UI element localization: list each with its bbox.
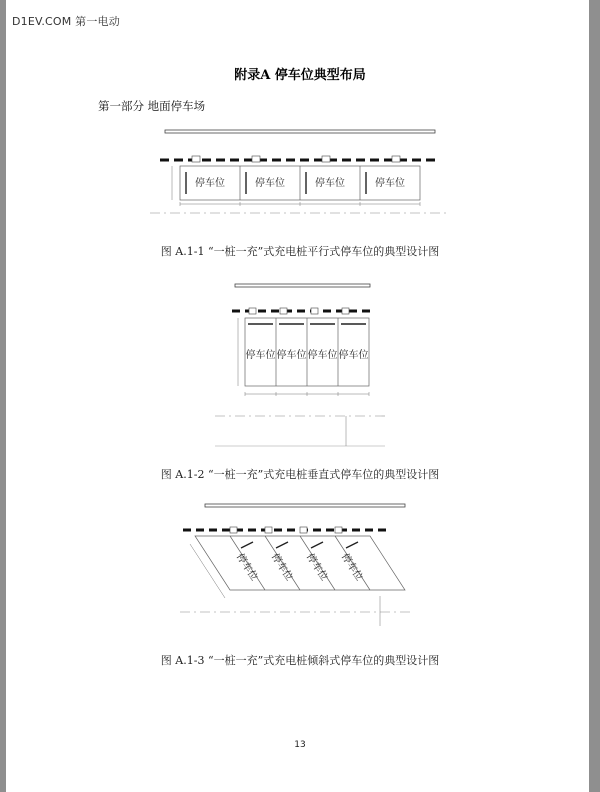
wall-line [165, 130, 435, 133]
figure-angled-parking [175, 492, 415, 642]
charger-marker [280, 308, 287, 314]
charger-marker [249, 308, 256, 314]
dimension-line [190, 544, 225, 598]
figure-perpendicular-parking [210, 268, 390, 458]
parking-space-label: 停车位 [233, 551, 260, 583]
parking-space-label: 停车位 [255, 178, 285, 189]
charger-marker [265, 527, 272, 533]
wall-line [235, 284, 370, 287]
section-heading: 第一部分 地面停车场 [98, 99, 206, 113]
parking-space-label: 停车位 [375, 178, 405, 189]
charger-marker [300, 527, 307, 533]
parking-space-label: 停车位 [307, 350, 338, 361]
parking-space-label: 停车位 [338, 350, 369, 361]
charger-marker [335, 527, 342, 533]
figure-caption: 图 A.1-3 “一桩一充”式充电桩倾斜式停车位的典型设计图 [160, 654, 440, 667]
charger-marker [311, 308, 318, 314]
parking-space-label: 停车位 [303, 551, 330, 583]
charger-marker [322, 156, 330, 162]
parking-space-label: 停车位 [338, 551, 365, 583]
watermark: D1EV.COM 第一电动 [12, 15, 120, 28]
appendix-title: 附录A 停车位典型布局 [234, 68, 366, 83]
parking-area-outline [195, 536, 405, 590]
parking-space-label: 停车位 [315, 178, 345, 189]
figure-parallel-parking [150, 120, 450, 225]
figure-caption: 图 A.1-2 “一桩一充”式充电桩垂直式停车位的典型设计图 [160, 468, 440, 481]
charger-marker [342, 308, 349, 314]
charger-marker [252, 156, 260, 162]
parking-space-label: 停车位 [268, 551, 295, 583]
charger-marker [230, 527, 237, 533]
charger-marker [392, 156, 400, 162]
parking-space-label: 停车位 [276, 350, 307, 361]
parking-space-label: 停车位 [245, 350, 276, 361]
parking-space-label: 停车位 [195, 178, 225, 189]
figure-caption: 图 A.1-1 “一桩一充”式充电桩平行式停车位的典型设计图 [160, 245, 440, 258]
wall-line [205, 504, 405, 507]
charger-marker [192, 156, 200, 162]
page-number: 13 [294, 740, 306, 750]
